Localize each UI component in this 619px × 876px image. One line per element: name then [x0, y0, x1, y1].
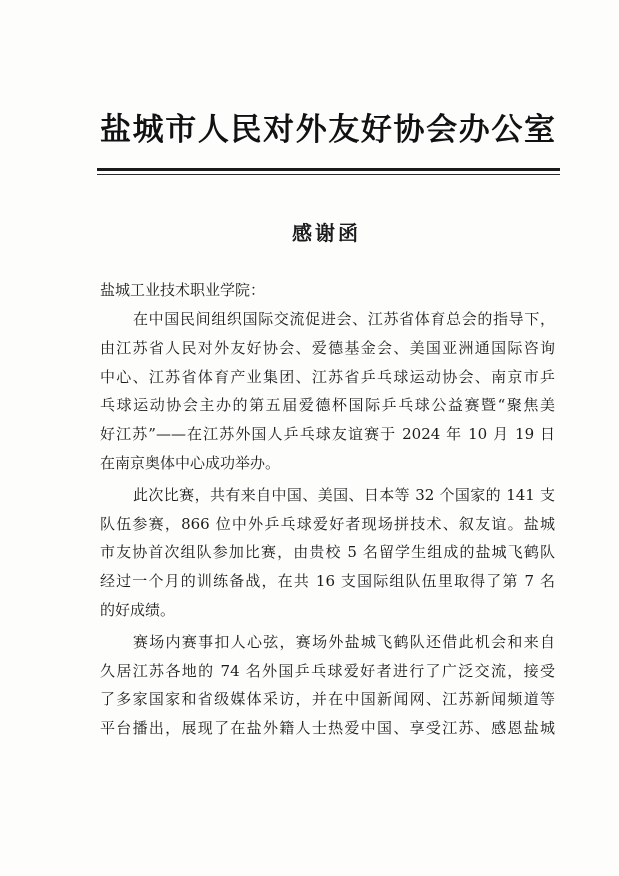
letterhead-thick-rule — [97, 168, 560, 171]
paragraph-line: 乓球运动协会主办的第五届爱德杯国际乒乓球公益赛暨“聚焦美 — [100, 396, 555, 415]
paragraph-line: 在中国民间组织国际交流促进会、江苏省体育总会的指导下， — [133, 310, 555, 328]
paragraph-line: 了多家国家和省级媒体采访，并在中国新闻网、江苏新闻频道等 — [100, 690, 555, 709]
paragraph-line: 市友协首次组队参加比赛，由贵校 5 名留学生组成的盐城飞鹤队 — [100, 543, 555, 562]
paragraph-line: 好江苏”——在江苏外国人乒乓球友谊赛于 2024 年 10 月 19 日 — [100, 425, 555, 444]
paragraph-line: 经过一个月的训练备战，在共 16 支国际组队伍里取得了第 7 名 — [100, 572, 555, 591]
paragraph-line: 队伍参赛，866 位中外乒乓球爱好者现场拼技术、叙友谊。盐城 — [100, 514, 555, 533]
paragraph-line: 由江苏省人民对外友好协会、爱德基金会、美国亚洲通国际咨询 — [100, 338, 555, 357]
paragraph-line: 中心、江苏省体育产业集团、江苏省乒乓球运动协会、南京市乒 — [100, 367, 555, 386]
paragraph-line: 平台播出，展现了在盐外籍人士热爱中国、享受江苏、感恩盐城 — [100, 719, 555, 738]
paragraph-line: 在南京奥体中心成功举办。 — [100, 453, 281, 472]
paragraph-3 — [100, 628, 555, 743]
paragraph-line: 的好成绩。 — [100, 600, 176, 619]
salutation: 盐城工业技术职业学院： — [100, 281, 266, 299]
letterhead-title: 盐城市人民对外友好协会办公室 — [100, 112, 555, 147]
document-title: 感谢函 — [292, 221, 358, 245]
paragraph-line: 赛场内赛事扣人心弦，赛场外盐城飞鹤队还借此机会和来自 — [133, 632, 555, 651]
paragraph-2 — [100, 481, 555, 625]
paragraph-line: 此次比赛，共有来自中国、美国、日本等 32 个国家的 141 支 — [133, 485, 555, 504]
letterhead-thin-rule — [97, 174, 560, 175]
paragraph-1 — [100, 305, 555, 478]
letter-body — [100, 276, 555, 743]
paragraph-line: 久居江苏各地的 74 名外国乒乓球爱好者进行了广泛交流，接受 — [100, 661, 555, 680]
